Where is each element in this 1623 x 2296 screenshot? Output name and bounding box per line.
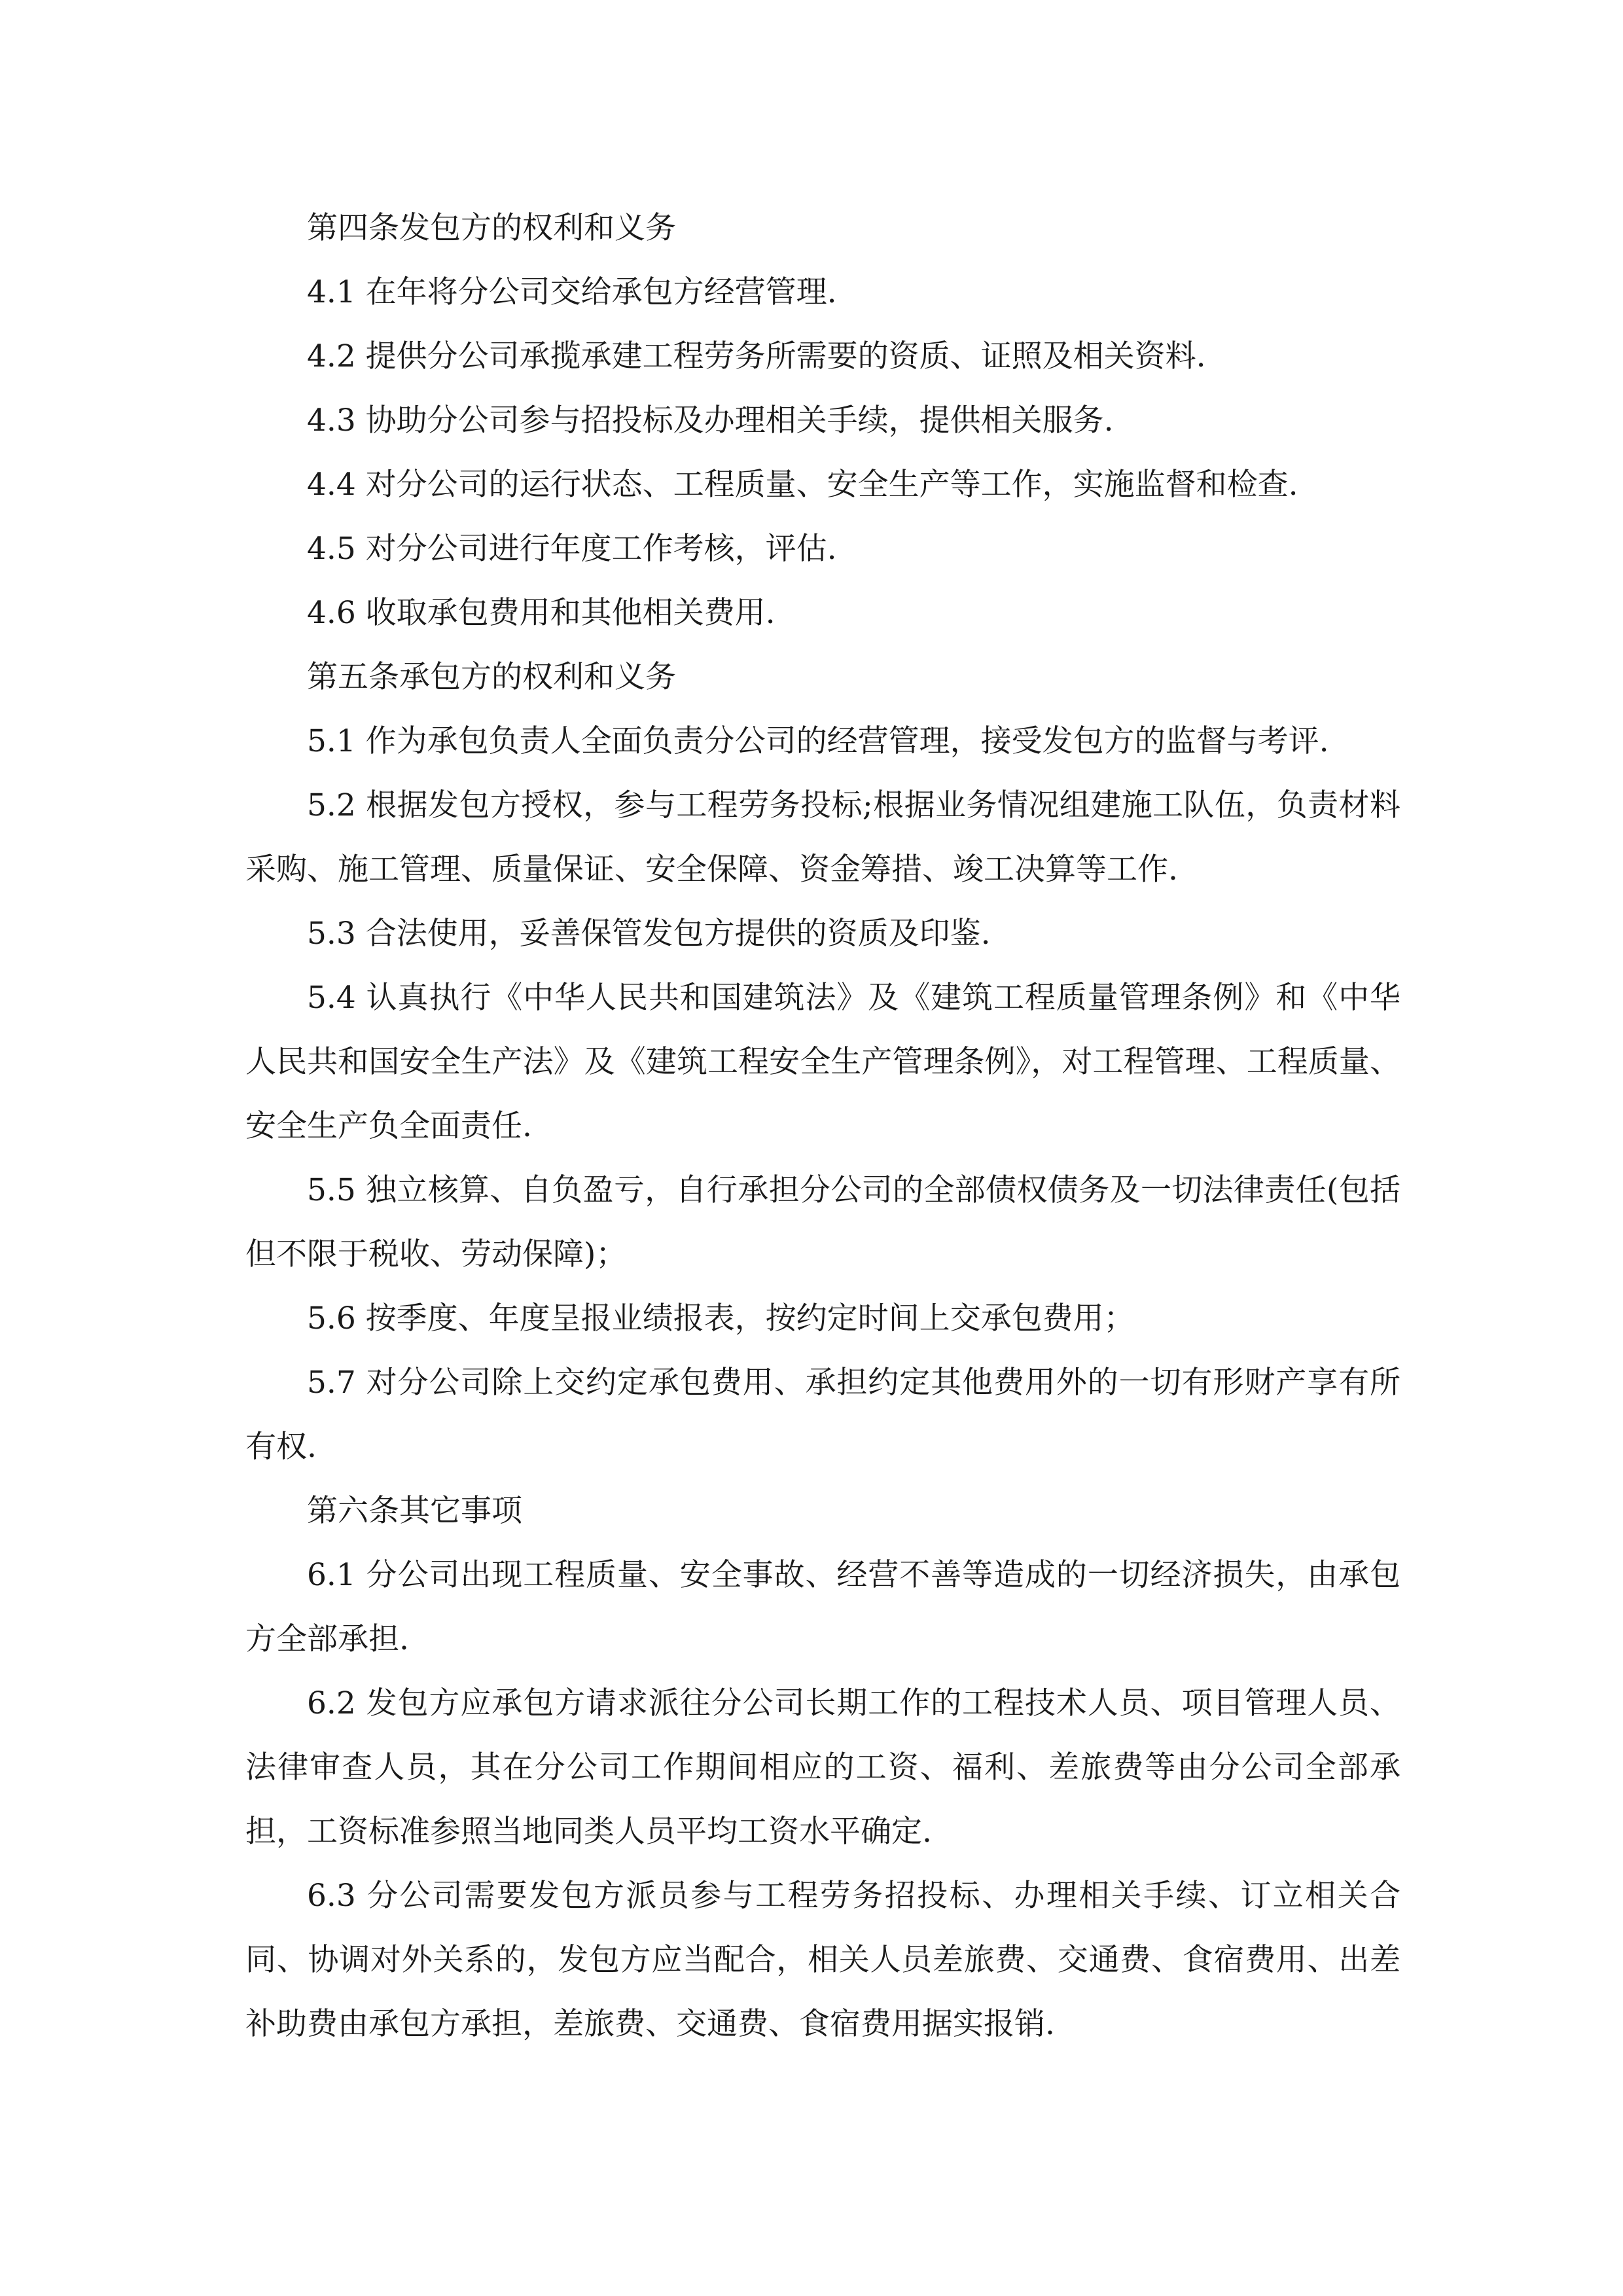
clause-4-4: 4.4 对分公司的运行状态、工程质量、安全生产等工作，实施监督和检查.: [307, 467, 1298, 503]
clause-6-2: 6.2 发包方应承包方请求派往分公司长期工作的工程技术人员、项目管理人员、法律审查人员，其在分公司工作期间相应的工资、福利、差旅费等由分公司全部承担，工资标准参照当地同类人员平均工资水平确定.: [245, 1685, 1400, 1850]
clause-4-6: 4.6 收取承包费用和其他相关费用.: [307, 595, 776, 631]
clause-4-2: 4.2 提供分公司承揽承建工程劳务所需要的资质、证照及相关资料.: [307, 338, 1206, 374]
section-6-heading: 第六条其它事项: [307, 1493, 522, 1529]
clause-4-3: 4.3 协助分公司参与招投标及办理相关手续，提供相关服务.: [307, 403, 1114, 439]
clause-4-1: 4.1 在年将分公司交给承包方经营管理.: [307, 274, 837, 310]
clause-5-1: 5.1 作为承包负责人全面负责分公司的经营管理，接受发包方的监督与考评.: [307, 723, 1329, 759]
clause-4-5: 4.5 对分公司进行年度工作考核，评估.: [307, 531, 837, 567]
clause-5-5: 5.5 独立核算、自负盈亏，自行承担分公司的全部债权债务及一切法律责任(包括但不限于税收、劳动保障)；: [245, 1172, 1400, 1272]
clause-6-3: 6.3 分公司需要发包方派员参与工程劳务招投标、办理相关手续、订立相关合同、协调对外关系的，发包方应当配合，相关人员差旅费、交通费、食宿费用、出差补助费由承包方承担，差旅费、交通费、食宿费用据实报销.: [245, 1878, 1400, 2042]
document-body: [245, 196, 1400, 2056]
clause-5-6: 5.6 按季度、年度呈报业绩报表，按约定时间上交承包费用；: [307, 1300, 1135, 1336]
clause-5-4: 5.4 认真执行《中华人民共和国建筑法》及《建筑工程质量管理条例》和《中华人民共和国安全生产法》及《建筑工程安全生产管理条例》，对工程管理、工程质量、安全生产负全面责任.: [245, 980, 1400, 1144]
clause-5-2: 5.2 根据发包方授权，参与工程劳务投标;根据业务情况组建施工队伍，负责材料采购、施工管理、质量保证、安全保障、资金筹措、竣工决算等工作.: [245, 787, 1400, 888]
clause-5-3: 5.3 合法使用，妥善保管发包方提供的资质及印鉴.: [307, 916, 991, 952]
section-4-heading: 第四条发包方的权利和义务: [307, 210, 676, 246]
section-5-heading: 第五条承包方的权利和义务: [307, 659, 676, 695]
clause-5-7: 5.7 对分公司除上交约定承包费用、承担约定其他费用外的一切有形财产享有所有权.: [245, 1365, 1400, 1465]
clause-6-1: 6.1 分公司出现工程质量、安全事故、经营不善等造成的一切经济损失，由承包方全部承担.: [245, 1557, 1400, 1657]
